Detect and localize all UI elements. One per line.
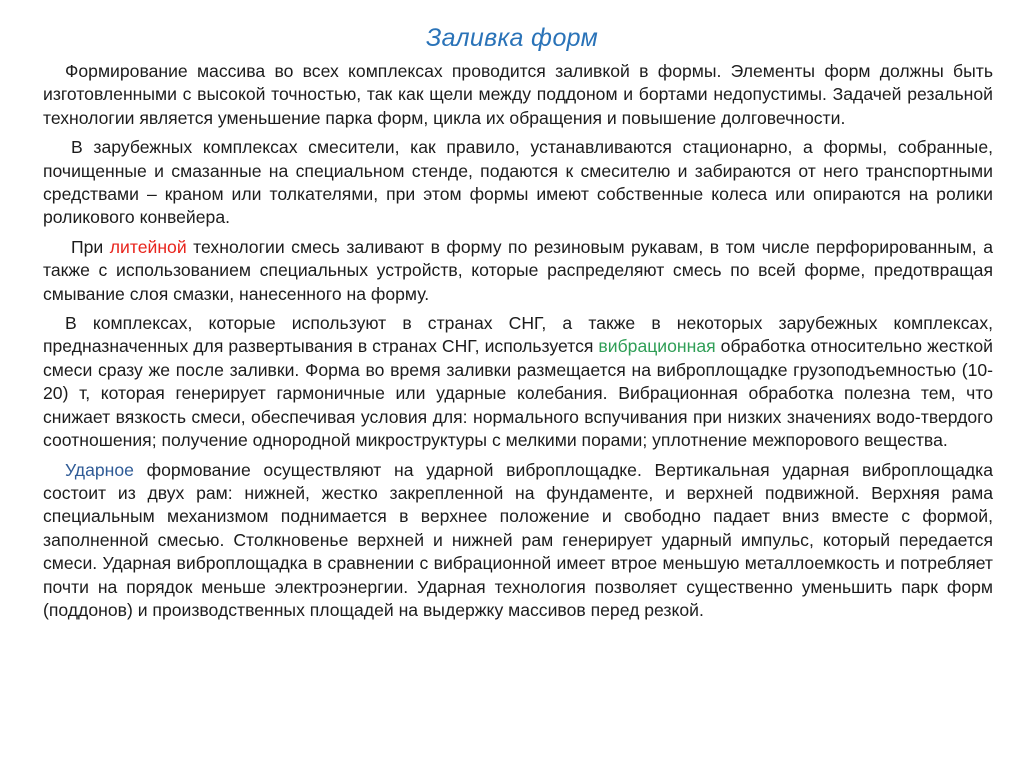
paragraph-forming [43,60,993,130]
paragraph-text-before: В комплексах, которые используют в странах СНГ, а также в некоторых зарубежных комплексах, предназначенных для развертывания в странах СНГ, используется [43,313,993,357]
highlight-vibration: вибрационная [598,336,716,357]
paragraph-text-before: При [71,236,110,257]
paragraph-text-after: обработка относительно жесткой смеси сразу же после заливки. Форма во время заливки размещается на виброплощадке грузоподъемностью (10-20) т, которая генерирует гармоничные или ударные колебания. Вибрационная обработка полезна тем, что снижает вязкость смеси, обеспечивая условия для: нормального вспучивания при низких значениях водо-твердого соотношения; получение однородной микроструктуры с мелкими порами; уплотнение межпорового вещества. [43,336,993,451]
paragraph-vibration-processing [43,312,993,452]
slide-title: Заливка форм [425,24,599,52]
highlight-casting: литейной [109,236,187,257]
highlight-impact: Ударное [65,459,134,480]
paragraph-casting-technology [43,236,993,306]
paragraph-text-after: технологии смесь заливают в форму по резиновым рукавам, в том числе перфорированным, а также с использованием специальных устройств, которые распределяют смесь по всей форме, предотвращая смывание слоя смазки, нанесенного на форму. [43,236,993,304]
paragraph-text: В зарубежных комплексах смесители, как правило, устанавливаются стационарно, а формы, собранные, почищенные и смазанные на специальном стенде, подаются к смесителю и забираются от него транспортными средствами – краном или толкателями, при этом формы имеют собственные колеса или опираются на ролики роликового конвейера. [43,137,993,228]
paragraph-impact-forming [43,459,993,623]
paragraph-text-after: формование осуществляют на ударной виброплощадке. Вертикальная ударная виброплощадка состоит из двух рам: нижней, жестко закрепленной на фундаменте, и верхней подвижной. Верхняя рама специальным механизмом поднимается в верхнее положение и свободно падает вниз вместе с формой, заполненной смесью. Столкновенье верхней и нижней рам генерирует ударный импульс, который передается смеси. Ударная виброплощадка в сравнении с вибрационной имеет втрое меньшую металлоемкость и потребляет почти на порядок меньше электроэнергии. Ударная технология позволяет существенно уменьшить парк форм (поддонов) и производственных площадей на выдержку массивов перед резкой. [43,459,993,620]
paragraph-text: Формирование массива во всех комплексах проводится заливкой в формы. Элементы форм должны быть изготовленными с высокой точностью, так как щели между поддоном и бортами недопустимы. Задачей резальной технологии является уменьшение парка форм, цикла их обращения и повышение долговечности. [43,61,993,128]
slide-body [43,60,993,628]
paragraph-foreign-complexes [43,136,993,230]
